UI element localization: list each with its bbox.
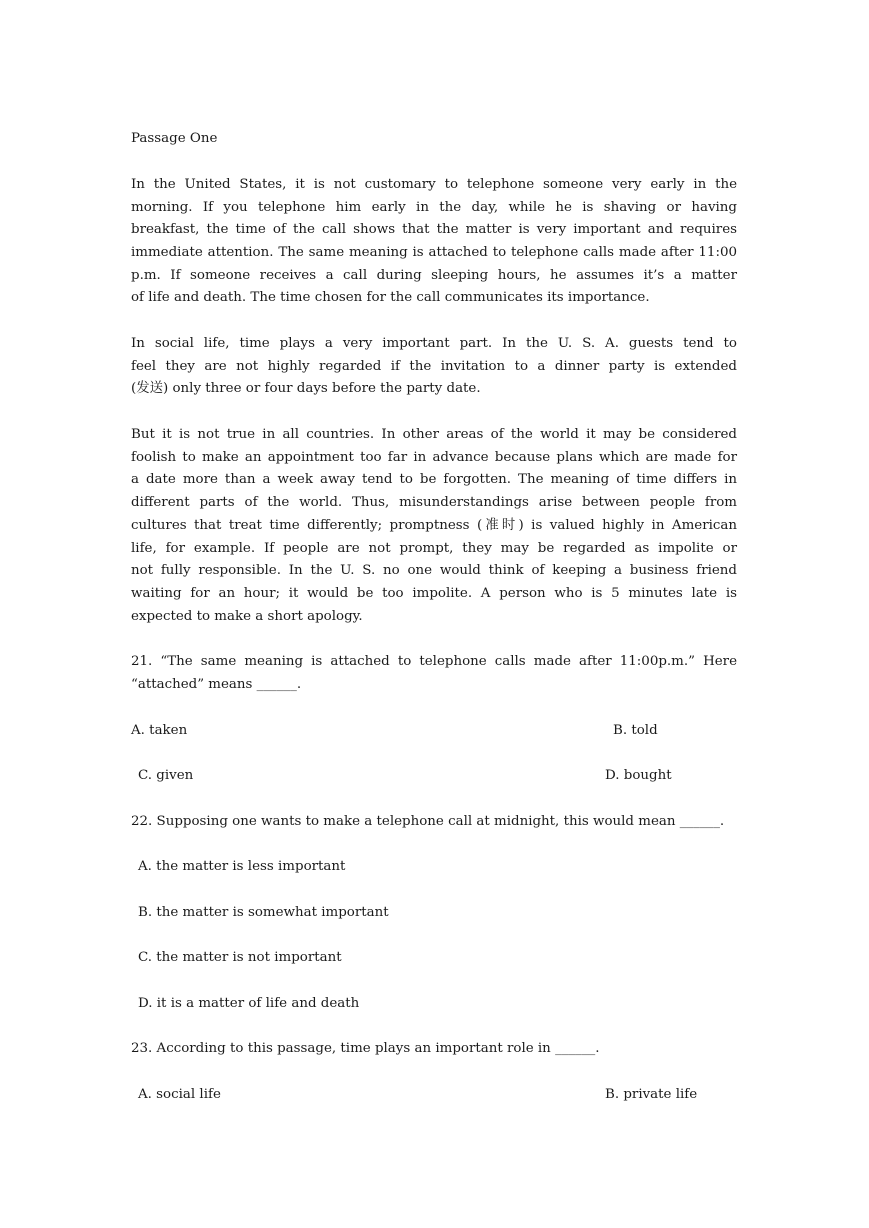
paragraph-line: expected to make a short apology. (131, 609, 363, 624)
paragraph-line: breakfast, the time of the call shows that the matter is very important and requires (131, 222, 737, 237)
option-d: D. it is a matter of life and death (138, 996, 360, 1011)
paragraph-line: cultures that treat time differently; promptness (准时) is valued highly in American (131, 518, 737, 533)
paragraph-line: In the United States, it is not customary to telephone someone very early in the (131, 177, 737, 192)
paragraph-line: But it is not true in all countries. In other areas of the world it may be considered (131, 427, 737, 442)
question-stem: 23. According to this passage, time plays an important role in ______. (131, 1041, 600, 1056)
question-stem: 21. “The same meaning is attached to telephone calls made after 11:00p.m.” Here (131, 654, 737, 669)
option-b: B. the matter is somewhat important (138, 905, 389, 920)
paragraph-line: feel they are not highly regarded if the invitation to a dinner party is extended (131, 359, 737, 374)
paragraph-line: a date more than a week away tend to be forgotten. The meaning of time differs in (131, 472, 737, 487)
option-c: C. the matter is not important (138, 950, 342, 965)
paragraph-line: morning. If you telephone him early in the day, while he is shaving or having (131, 200, 737, 215)
option-a: A. the matter is less important (138, 859, 346, 874)
paragraph-line: different parts of the world. Thus, misunderstandings arise between people from (131, 495, 737, 510)
option-a: A. social life (138, 1087, 221, 1102)
paragraph-line: immediate attention. The same meaning is attached to telephone calls made after 11:00 (131, 245, 737, 260)
paragraph-line: waiting for an hour; it would be too impolite. A person who is 5 minutes late is (131, 586, 737, 601)
option-b: B. private life (605, 1087, 698, 1102)
question-stem: 22. Supposing one wants to make a telephone call at midnight, this would mean ______. (131, 814, 725, 829)
question-stem: “attached” means ______. (131, 677, 302, 692)
paragraph-line: of life and death. The time chosen for the call communicates its importance. (131, 290, 650, 305)
paragraph-line: p.m. If someone receives a call during sleeping hours, he assumes it’s a matter (131, 268, 737, 283)
paragraph-line: (发送) only three or four days before the party date. (131, 381, 481, 396)
option-a: A. taken (131, 723, 188, 738)
paragraph-line: foolish to make an appointment too far in advance because plans which are made for (131, 450, 737, 465)
option-b: B. told (613, 723, 658, 738)
paragraph-line: In social life, time plays a very important part. In the U. S. A. guests tend to (131, 336, 737, 351)
option-c: C. given (138, 768, 194, 783)
paragraph-line: not fully responsible. In the U. S. no one would think of keeping a business friend (131, 563, 737, 578)
passage-title: Passage One (131, 131, 218, 146)
paragraph-line: life, for example. If people are not prompt, they may be regarded as impolite or (131, 541, 737, 556)
option-d: D. bought (605, 768, 672, 783)
